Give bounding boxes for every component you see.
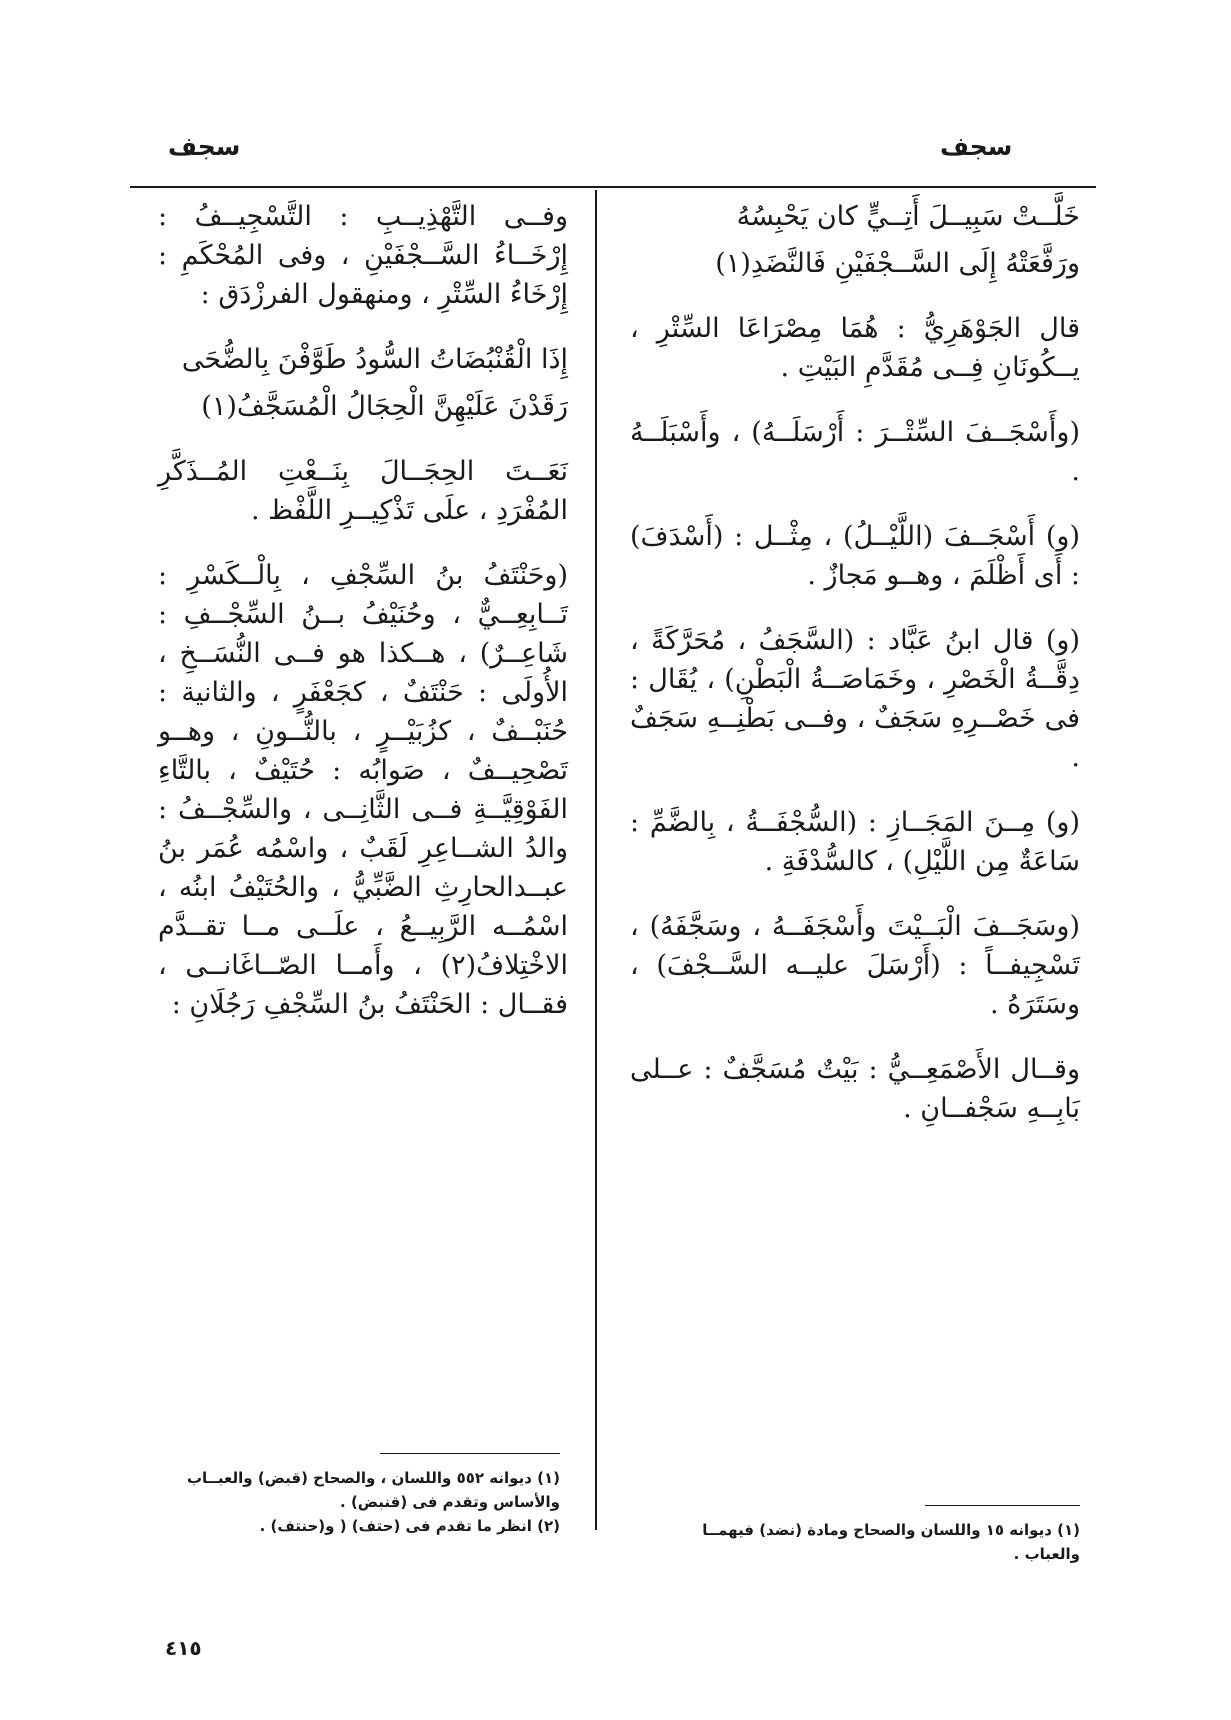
column-divider [595,190,597,1530]
footnote: (١) ديوانه ١٥ واللسان والصحاح ومادة (نضد) فيهمــا والعباب . [702,1521,1080,1563]
entry-paragraph: (وحَنْتَفُ بنُ السِّجْفِ ، بِالْــكَسْرِ : تَــابِعِــيٌّ ، وحُنَيْفُ بــنُ السِّجْــفِ : شَاعِــرٌ) ، هــكذا هو فــى النُّسَــخِ ، الأُولَى : حَنْتَفٌ ، كجَعْفَرٍ ، والثانية : حُنَبْــفٌ ، كزُبَيْــرٍ ، بالنُّــونِ ، وهــو تَصْحِيــفٌ ، صَوابُه : حُتَيْفٌ ، بالتَّاءِ الفَوْقِيَّــةِ فــى الثَّانِــى ، والسِّجْــفُ : والدُ الشــاعِرِ لَقَبٌ ، واسْمُه عُمَر بنُ عبــدالحارِثِ الضَّبِّيُّ ، والحُتَيْفُ ابنُه ، اسْمُــه الرَّبِيــعُ ، علَــى مــا تقــدَّم الاخْتِلافُ(٢) ، وأَمــا الصّــاغَانــى ، فقــال : الحَنْتَفُ بنُ السِّجْفِ رَجُلَانِ : [158,560,568,1020]
footnotes-right [650,1518,1080,1566]
footnote-rule-left [380,1453,560,1454]
entry-paragraph: (وأَسْجَــفَ السِّتْــرَ : أَرْسَلَــهُ) ، وأَسْبَلَــهُ . [630,417,1080,487]
entry-paragraph: نَعَــتَ الحِجَــالَ بِنَــعْتِ المُــذَكَّرِ المُفْرَدِ ، علَى تَذْكِيــرِ اللَّفْظ . [158,456,568,526]
footnotes-left [140,1466,560,1538]
footnote: (١) ديوانه ٥٥٢ واللسان ، والصحاح (قبض) والعبــاب والأساس وتقدم فى (قنبض) . [186,1469,560,1511]
entry-paragraph: وقــال الأَصْمَعِــيُّ : بَيْتٌ مُسَجَّفٌ : عــلى بَابِــهِ سَجْفــانِ . [630,1054,1080,1124]
entry-paragraph: قال الجَوْهَرِيُّ : هُمَا مِصْرَاعَا السِّتْرِ ، يــكُونَانِ فِــى مُقَدَّمِ البَيْتِ . [630,313,1080,383]
page-number: ٤١٥ [165,1636,202,1660]
page-header-right: سجف [940,132,1013,161]
verse-line: إِذَا الْقُنْبُضَاتُ السُّودُ طَوَّفْنَ بِالضُّحَى [181,344,568,375]
left-column [158,197,568,1050]
page-header-left: سجف [168,132,241,161]
right-column [630,197,1080,1154]
verse-line: رَقَدْنَ عَلَيْهِنَّ الْحِجَالُ الْمُسَجَّفُ(١) [201,391,568,422]
verse-line: خَلَّــتْ سَبِيــلَ أَتِــيٍّ كان يَحْبِسُهُ [736,201,1080,232]
entry-paragraph: (وسَجَــفَ الْبَــيْتَ وأَسْجَفَــهُ ، وسَجَّفَهُ) ، تَسْجِيفــاً : (أَرْسَلَ عليــه السَّــجْفَ) ، وسَتَرَهُ . [630,911,1080,1020]
entry-paragraph: (و) قال ابنُ عَبَّاد : (السَّجَفُ ، مُحَرَّكَةً ، دِقَّــةُ الْخَصْرِ ، وخَمَاصَــةُ الْبَطْنِ) ، يُقَال : فى خَصْــرِهِ سَجَفٌ ، وفــى بَطْنِــهِ سَجَفٌ . [630,625,1080,773]
entry-paragraph: (و) مِــنَ المَجَــازِ : (السُّجْفَــةُ ، بِالضَّمِّ : سَاعَةٌ مِن اللَّيْلِ) ، كالسُّدْفَةِ . [630,807,1080,877]
footnote-rule-right [925,1505,1080,1506]
entry-paragraph: وفــى التَّهْذِيــبِ : التَّسْجِيــفُ : إِرْخَــاءُ السَّــجْفَيْنِ ، وفى المُحْكَمِ : إِرْخَاءُ السِّتْرِ ، ومنهقول الفرزْدَق : [158,201,568,310]
verse-line: ورَفَّعَتْهُ إِلَى السَّــجْفَيْنِ فَالنَّضَدِ(١) [715,248,1080,279]
footnote: (٢) انظر ما تقدم فى (حتف) ( و(حنتف) . [259,1517,560,1535]
header-rule [130,186,1096,188]
entry-paragraph: (و) أَسْجَــفَ (اللَّيْــلُ) ، مِثْــل : (أَسْدَفَ) : أَى أَظْلَمَ ، وهــو مَجازٌ . [630,521,1080,591]
